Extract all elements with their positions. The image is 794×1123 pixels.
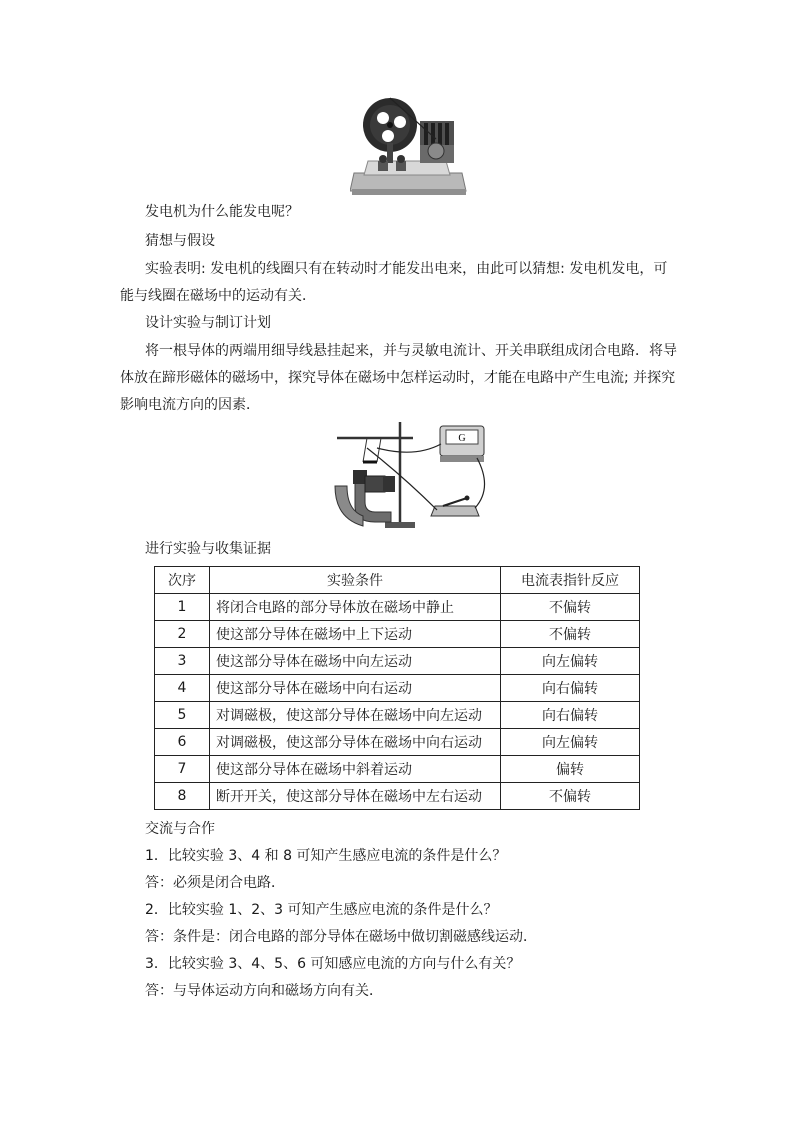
- table-row: [155, 675, 640, 702]
- row-condition: 断开开关，使这部分导体在磁场中左右运动: [210, 783, 501, 810]
- column-header-response: 电流表指针反应: [501, 567, 640, 594]
- answer-2: 答：条件是：闭合电路的部分导体在磁场中做切割磁感线运动．: [145, 929, 537, 945]
- column-header-condition: 实验条件: [210, 567, 501, 594]
- row-condition: 使这部分导体在磁场中上下运动: [210, 621, 501, 648]
- row-condition: 对调磁极，使这部分导体在磁场中向左运动: [210, 702, 501, 729]
- question-1: 1．比较实验 3、4 和 8 可知产生感应电流的条件是什么？: [145, 848, 507, 864]
- row-condition: 将闭合电路的部分导体放在磁场中静止: [210, 594, 501, 621]
- question-2: 2．比较实验 1、2、3 可知产生感应电流的条件是什么？: [145, 902, 498, 918]
- row-order: 1: [155, 594, 210, 621]
- generator-model-figure: [350, 95, 470, 197]
- design-text: 将一根导体的两端用细导线悬挂起来，并与灵敏电流计、开关串联组成闭合电路．将导体放在蹄形磁体的磁场中，探究导体在磁场中怎样运动时，才能在电路中产生电流; 并探究影响电流方向的因素．: [120, 343, 677, 413]
- discussion-heading: 交流与合作: [145, 821, 215, 837]
- galvanometer-label: G: [458, 433, 466, 444]
- row-order: 3: [155, 648, 210, 675]
- design-heading: 设计实验与制订计划: [145, 315, 271, 331]
- row-response: 向左偏转: [501, 648, 640, 675]
- row-response: 不偏转: [501, 783, 640, 810]
- table-header-row: [155, 567, 640, 594]
- row-order: 6: [155, 729, 210, 756]
- table-row: [155, 648, 640, 675]
- row-order: 4: [155, 675, 210, 702]
- row-response: 不偏转: [501, 594, 640, 621]
- row-order: 2: [155, 621, 210, 648]
- row-condition: 使这部分导体在磁场中斜着运动: [210, 756, 501, 783]
- row-response: 向右偏转: [501, 702, 640, 729]
- row-response: 不偏转: [501, 621, 640, 648]
- induction-apparatus-figure: [325, 418, 490, 536]
- table-row: [155, 729, 640, 756]
- experiment-table: [154, 566, 640, 810]
- hypothesis-heading: 猜想与假设: [145, 233, 215, 249]
- column-header-order: 次序: [155, 567, 210, 594]
- intro-question: 发电机为什么能发电呢？: [145, 204, 299, 220]
- row-condition: 对调磁极，使这部分导体在磁场中向右运动: [210, 729, 501, 756]
- row-order: 7: [155, 756, 210, 783]
- table-row: [155, 621, 640, 648]
- experiment-heading: 进行实验与收集证据: [145, 541, 271, 557]
- answer-1: 答：必须是闭合电路．: [145, 875, 285, 891]
- question-3: 3．比较实验 3、4、5、6 可知感应电流的方向与什么有关？: [145, 956, 521, 972]
- row-response: 偏转: [501, 756, 640, 783]
- row-response: 向左偏转: [501, 729, 640, 756]
- row-condition: 使这部分导体在磁场中向右运动: [210, 675, 501, 702]
- row-order: 5: [155, 702, 210, 729]
- row-condition: 使这部分导体在磁场中向左运动: [210, 648, 501, 675]
- table-row: [155, 783, 640, 810]
- row-order: 8: [155, 783, 210, 810]
- table-row: [155, 702, 640, 729]
- table-row: [155, 594, 640, 621]
- answer-3: 答：与导体运动方向和磁场方向有关．: [145, 983, 383, 999]
- hypothesis-text: 实验表明: 发电机的线圈只有在转动时才能发出电来，由此可以猜想: 发电机发电，可能与线圈在磁场中的运动有关．: [120, 261, 668, 304]
- table-row: [155, 756, 640, 783]
- row-response: 向右偏转: [501, 675, 640, 702]
